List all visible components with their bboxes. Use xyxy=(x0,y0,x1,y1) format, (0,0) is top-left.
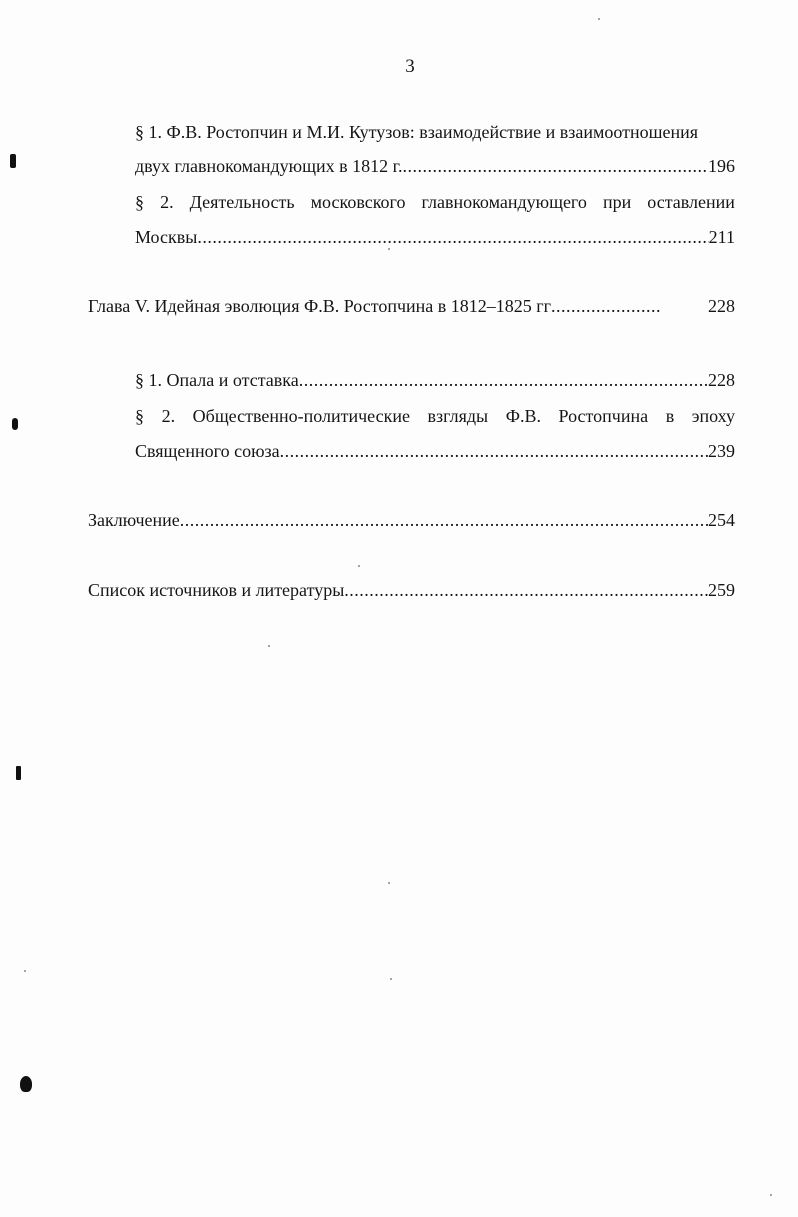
toc-entry-s2-line1 xyxy=(135,190,735,214)
word: 2. xyxy=(160,192,174,212)
toc-entry-label: Глава V. Идейная эволюция Ф.В. Ростопчина в 1812–1825 гг xyxy=(88,296,552,316)
toc-page-ref: 254 xyxy=(708,510,735,530)
toc-page-ref: 239 xyxy=(708,441,735,461)
scan-speck xyxy=(598,18,600,20)
word: главнокомандующего xyxy=(421,192,587,212)
dot-leader xyxy=(551,294,661,318)
word: 2. xyxy=(161,406,176,426)
toc-entry-c5-s2-line1 xyxy=(135,404,735,428)
word: Ростопчина xyxy=(558,406,649,426)
word: § xyxy=(135,406,144,426)
scan-speck xyxy=(24,970,26,972)
word: в xyxy=(665,406,675,426)
toc-page-ref: 228 xyxy=(708,370,735,390)
toc-entry-label: Заключение xyxy=(88,510,180,530)
toc-entry-label: § 1. Опала и отставка xyxy=(135,370,299,390)
scan-speck xyxy=(770,1194,772,1196)
toc-entry-chapter-5[interactable] xyxy=(88,294,735,318)
toc-entry-s1[interactable] xyxy=(135,154,735,178)
toc-entry-sources[interactable] xyxy=(88,578,735,602)
scan-mark xyxy=(12,418,18,430)
toc-entry-conclusion[interactable] xyxy=(88,508,735,532)
toc-entry-s1-line1: § 1. Ф.В. Ростопчин и М.И. Кутузов: взаимодействие и взаимоотношения xyxy=(135,122,699,142)
scan-mark xyxy=(10,154,16,168)
toc-entry-c5-s1[interactable] xyxy=(135,368,735,392)
scan-speck xyxy=(388,882,390,884)
scan-mark xyxy=(16,766,21,780)
toc-entry-label: Москвы xyxy=(135,227,198,247)
word: взгляды xyxy=(427,406,489,426)
toc-page-ref: 228 xyxy=(708,296,735,316)
toc-entry-label: Священного союза xyxy=(135,441,280,461)
dot-leader xyxy=(299,368,708,392)
toc-page-ref: 211 xyxy=(708,227,735,247)
scan-speck xyxy=(390,978,392,980)
toc-entry-c5-s2[interactable] xyxy=(135,439,735,463)
word: московского xyxy=(310,192,406,212)
word: эпоху xyxy=(691,406,735,426)
scan-speck xyxy=(388,248,390,250)
word: при xyxy=(602,192,632,212)
word: Общественно-политические xyxy=(192,406,410,426)
toc-entry-label: двух главнокомандующих в 1812 г. xyxy=(135,156,403,176)
dot-leader xyxy=(180,508,708,532)
toc-entry-s2[interactable] xyxy=(135,225,735,249)
scan-speck xyxy=(358,565,360,567)
dot-leader xyxy=(280,439,708,463)
scan-speck xyxy=(268,645,270,647)
scan-mark xyxy=(20,1076,32,1092)
dot-leader xyxy=(197,225,708,249)
page-number: 3 xyxy=(405,56,415,77)
word: Деятельность xyxy=(189,192,295,212)
toc-entry-label: Список источников и литературы xyxy=(88,580,345,600)
toc-page-ref: 196 xyxy=(708,156,735,176)
dot-leader xyxy=(344,578,708,602)
toc-page-ref: 259 xyxy=(708,580,735,600)
word: Ф.В. xyxy=(505,406,541,426)
dot-leader xyxy=(402,154,708,178)
word: § xyxy=(135,192,144,212)
word: оставлении xyxy=(647,192,735,212)
